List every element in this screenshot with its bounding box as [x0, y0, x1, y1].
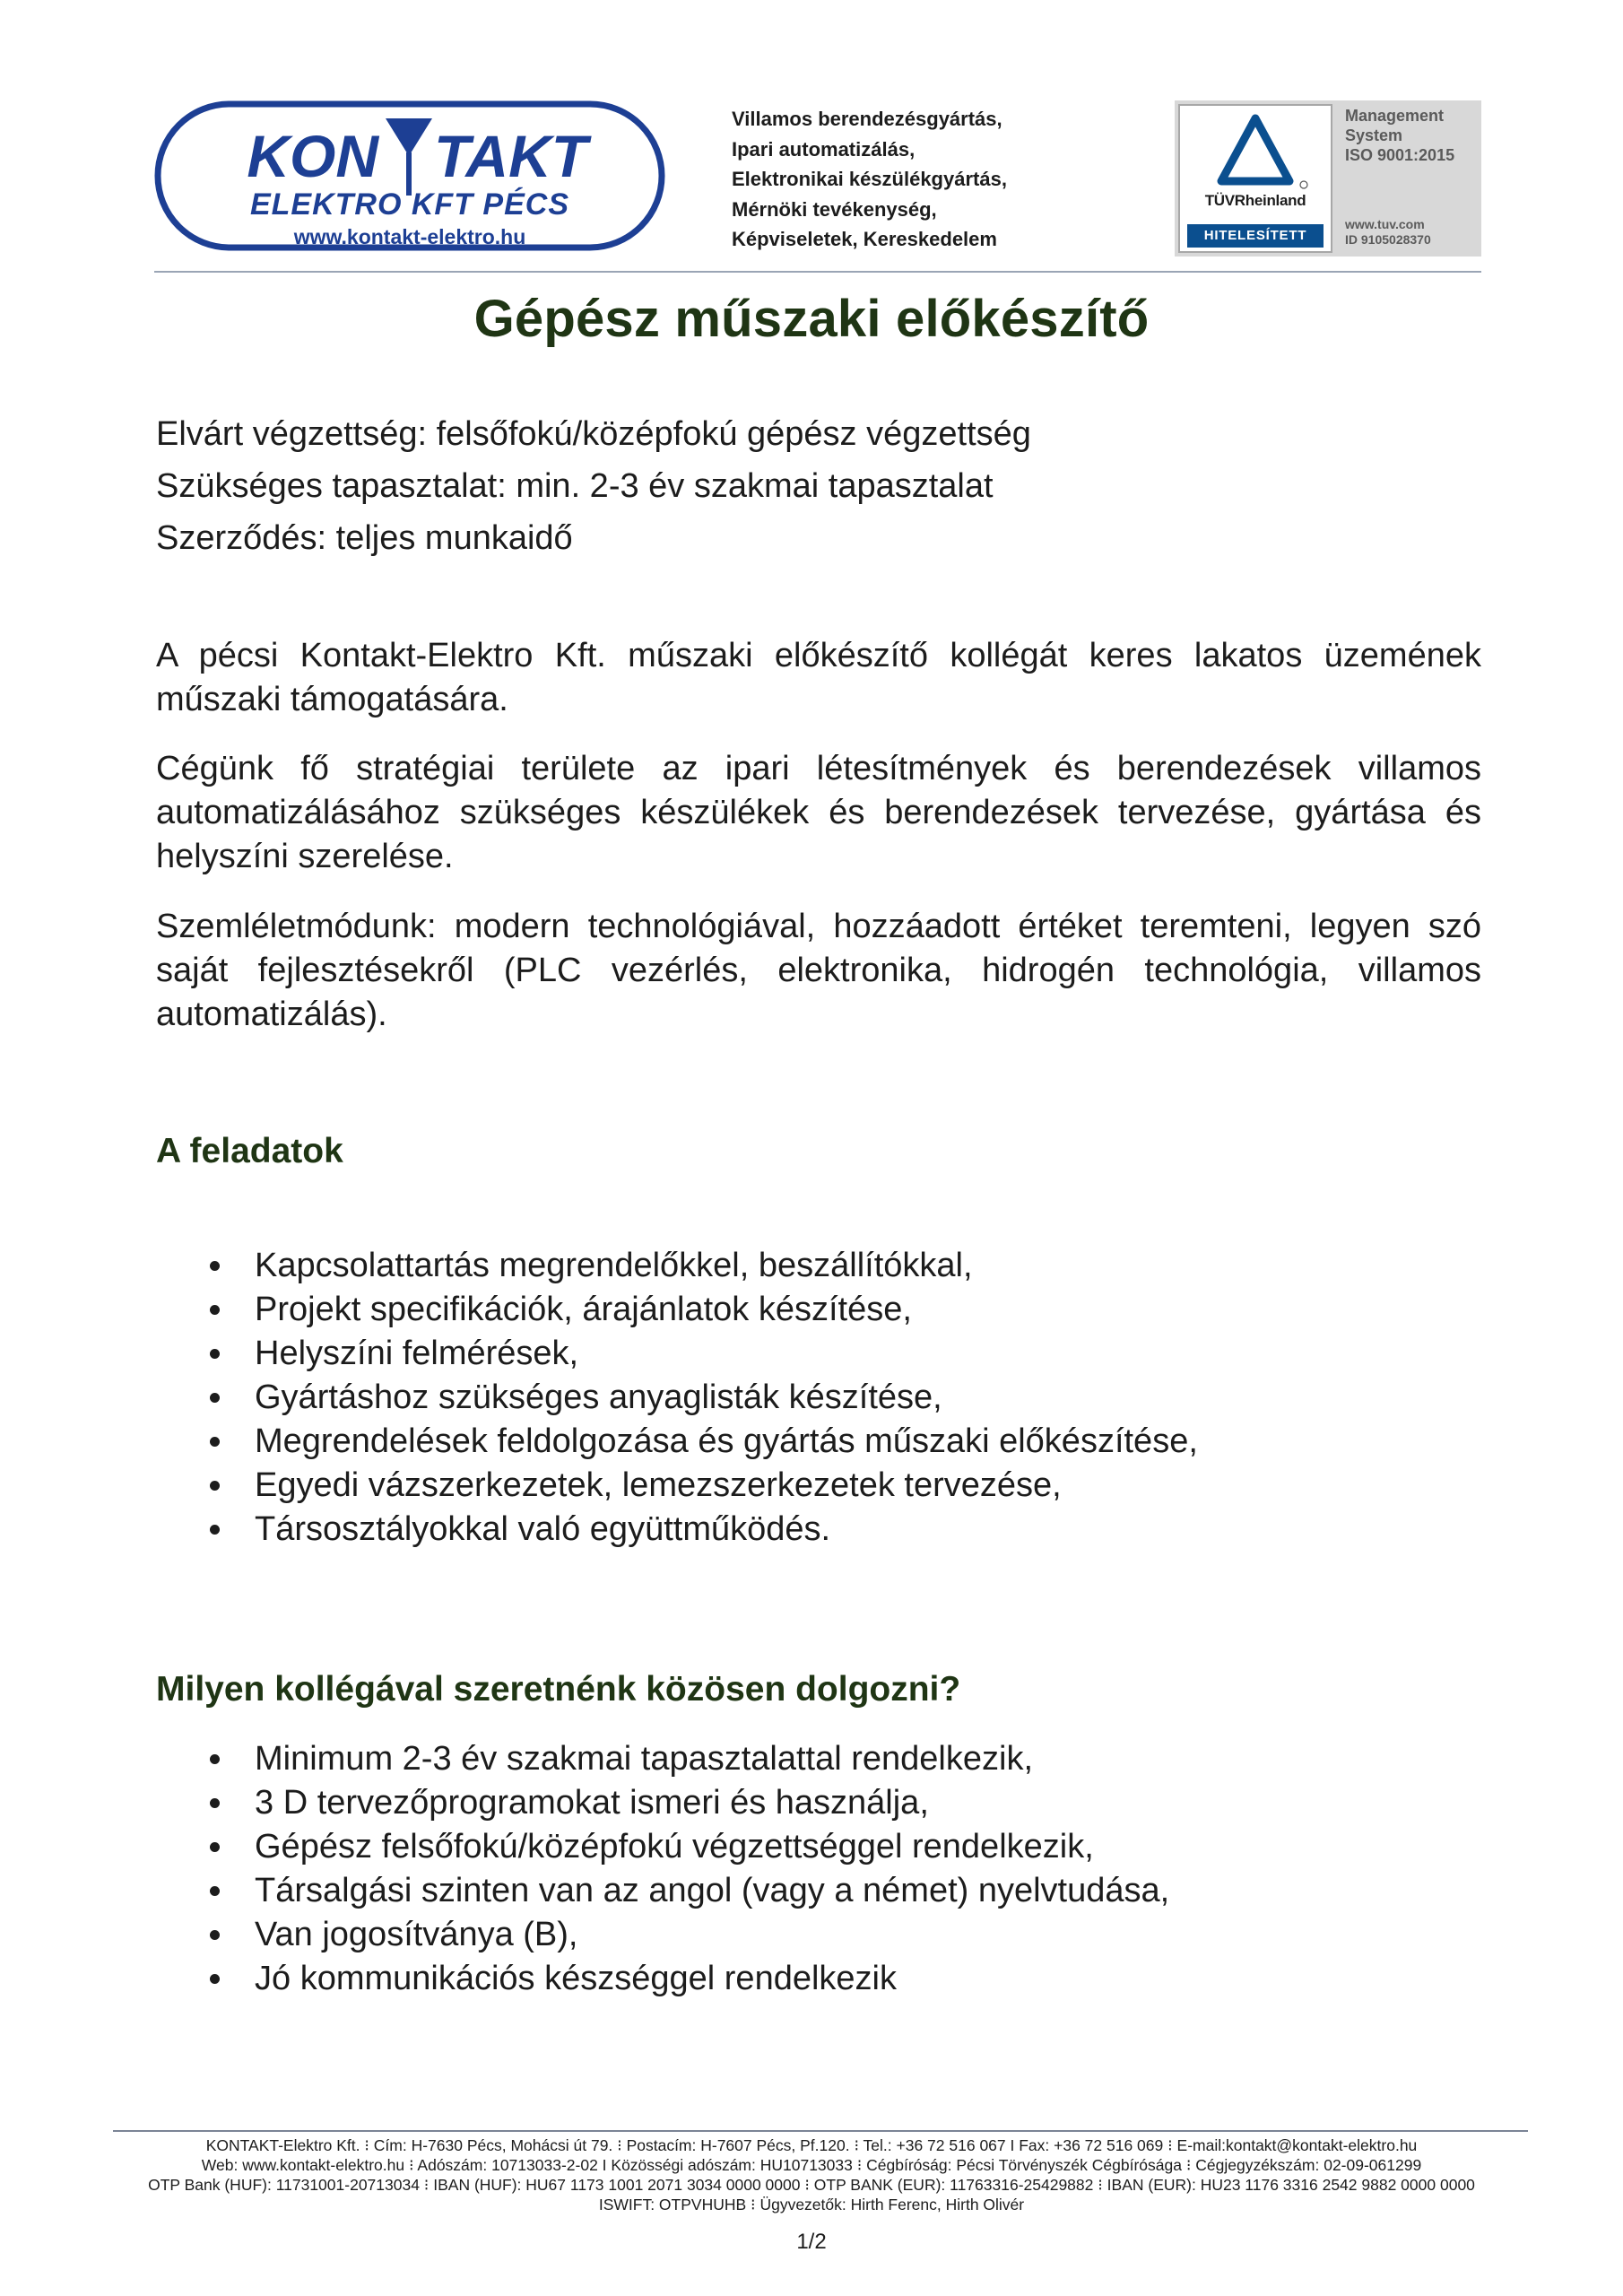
list-item — [156, 1913, 1447, 1957]
footer-divider — [113, 2130, 1528, 2132]
management-system-text — [1345, 106, 1480, 165]
tuv-web: www.tuv.com — [1345, 217, 1425, 231]
list-item-text: 3 D tervezőprogramokat ismeri és használja, — [255, 1784, 929, 1822]
list-item-text: Társalgási szinten van az angol (vagy a német) nyelvtudása, — [255, 1872, 1170, 1909]
header-divider — [154, 271, 1481, 273]
list-item-text: Társosztályokkal való együttműködés. — [255, 1510, 831, 1548]
tuv-brand: TÜVRheinland — [1204, 192, 1306, 209]
list-item — [156, 1464, 1447, 1508]
logo-text-subtitle: ELEKTRO KFT PÉCS — [249, 187, 570, 222]
tuv-badge-label: HITELESÍTETT — [1187, 224, 1324, 248]
tuv-id: ID 9105028370 — [1345, 232, 1431, 247]
footer-line: KONTAKT-Elektro Kft. ⁝ Cím: H-7630 Pécs, Mohácsi út 79. ⁝ Postacím: H-7607 Pécs, Pf.120. ⁝ Tel.: +36 72 516 067 I Fax: +36 72 516 069 ⁝ E-mail:kontakt@kontakt-elektro.hu — [205, 2136, 1418, 2154]
profile-heading: Milyen kollégával szeretnénk közösen dolgozni? — [156, 1670, 961, 1709]
bullet-icon — [210, 1842, 220, 1852]
list-item-text: Van jogosítványa (B), — [255, 1916, 578, 1953]
logo-text-kon: KON — [247, 123, 378, 189]
footer — [0, 2135, 1623, 2214]
activity-line: Mérnöki tevékenység, — [732, 197, 937, 221]
list-item-text: Jó kommunikációs készséggel rendelkezik — [255, 1960, 897, 1997]
list-item — [156, 1288, 1447, 1332]
approach-paragraph: Szemléletmódunk: modern technológiával, hozzáadott értéket teremteni, legyen szó saját fejlesztésekről (PLC vezérlés, elektronika, hidrogén technológia, villamos automatizálás). — [156, 908, 1481, 1033]
tasks-heading: A feladatok — [156, 1132, 343, 1170]
list-item — [156, 1376, 1447, 1420]
footer-line: ISWIFT: OTPVHUHB ⁝ Ügyvezetők: Hirth Ferenc, Hirth Olivér — [598, 2196, 1025, 2213]
activity-line: Képviseletek, Kereskedelem — [732, 228, 997, 250]
list-item — [156, 1869, 1447, 1913]
bullet-icon — [210, 1481, 220, 1491]
strategy-paragraph: Cégünk fő stratégiai területe az ipari létesítmények és berendezések villamos automatizálásához szükséges készülékek és berendezések tervezése, gyártása és helyszíni szerelése. — [156, 750, 1481, 875]
profile-list — [156, 1737, 1447, 2001]
tuv-web-info — [1345, 217, 1480, 248]
list-item — [156, 1957, 1447, 2001]
list-item-text: Helyszíni felmérések, — [255, 1335, 579, 1372]
list-item-text: Kapcsolattartás megrendelőkkel, beszállítókkal, — [255, 1247, 973, 1284]
list-item — [156, 1332, 1447, 1376]
list-item — [156, 1508, 1447, 1552]
bullet-icon — [210, 1437, 220, 1447]
activity-line: Ipari automatizálás, — [732, 137, 916, 161]
tasks-list — [156, 1244, 1447, 1552]
bullet-icon — [210, 1525, 220, 1535]
list-item-text: Projekt specifikációk, árajánlatok készítése, — [255, 1291, 912, 1328]
requirements-block — [156, 408, 1031, 564]
activity-line: Villamos berendezésgyártás, — [732, 108, 1002, 130]
logo-text-takt: TAKT — [434, 123, 588, 189]
management-line: Management — [1345, 107, 1445, 125]
activity-line: Elektronikai készülékgyártás, — [732, 168, 1007, 190]
list-item — [156, 1420, 1447, 1464]
list-item-text: Minimum 2-3 év szakmai tapasztalattal rendelkezik, — [255, 1740, 1034, 1778]
footer-line: Web: www.kontakt-elektro.hu ⁝ Adószám: 10713033-2-02 I Közösségi adószám: HU10713033 ⁝ Cégbíróság: Pécsi Törvényszék Cégbírósága ⁝ Cégjegyzékszám: 02-09-061299 — [201, 2156, 1422, 2174]
bullet-icon — [210, 1349, 220, 1359]
bullet-icon — [210, 1393, 220, 1403]
company-logo — [154, 100, 665, 257]
bullet-icon — [210, 1886, 220, 1896]
list-item-text: Gépész felsőfokú/középfokú végzettséggel rendelkezik, — [255, 1828, 1094, 1866]
list-item — [156, 1825, 1447, 1869]
iso-line: ISO 9001:2015 — [1345, 146, 1455, 164]
list-item-text: Egyedi vázszerkezetek, lemezszerkezetek tervezése, — [255, 1466, 1062, 1504]
company-activities — [732, 104, 1108, 255]
bullet-icon — [210, 1974, 220, 1984]
tuv-certificate — [1175, 100, 1481, 257]
list-item-text: Megrendelések feldolgozása és gyártás műszaki előkészítése, — [255, 1422, 1198, 1460]
bullet-icon — [210, 1261, 220, 1271]
requirement-line: Szerződés: teljes munkaidő — [156, 519, 573, 557]
bullet-icon — [210, 1930, 220, 1940]
system-line: System — [1345, 126, 1403, 144]
bullet-icon — [210, 1305, 220, 1315]
logo-url: www.kontakt-elektro.hu — [293, 225, 526, 248]
page-title: Gépész műszaki előkészítő — [473, 290, 1150, 348]
page-number: 1/2 — [796, 2230, 827, 2254]
requirement-line: Szükséges tapasztalat: min. 2-3 év szakmai tapasztalat — [156, 467, 994, 505]
intro-paragraph: A pécsi Kontakt-Elektro Kft. műszaki előkészítő kollégát keres lakatos üzemének műszaki támogatására. — [156, 637, 1481, 718]
footer-line: OTP Bank (HUF): 11731001-20713034 ⁝ IBAN (HUF): HU67 1173 1001 2071 3034 0000 0000 ⁝ OTP BANK (EUR): 11763316-25429882 ⁝ IBAN (EUR): HU23 1176 3316 2542 9882 0000 0000 — [148, 2176, 1475, 2194]
tuv-badge — [1178, 104, 1332, 253]
list-item-text: Gyártáshoz szükséges anyaglisták készítése, — [255, 1378, 942, 1416]
requirement-line: Elvárt végzettség: felsőfokú/középfokú gépész végzettség — [156, 415, 1031, 453]
bullet-icon — [210, 1798, 220, 1808]
bullet-icon — [210, 1754, 220, 1764]
list-item — [156, 1737, 1447, 1781]
list-item — [156, 1781, 1447, 1825]
list-item — [156, 1244, 1447, 1288]
